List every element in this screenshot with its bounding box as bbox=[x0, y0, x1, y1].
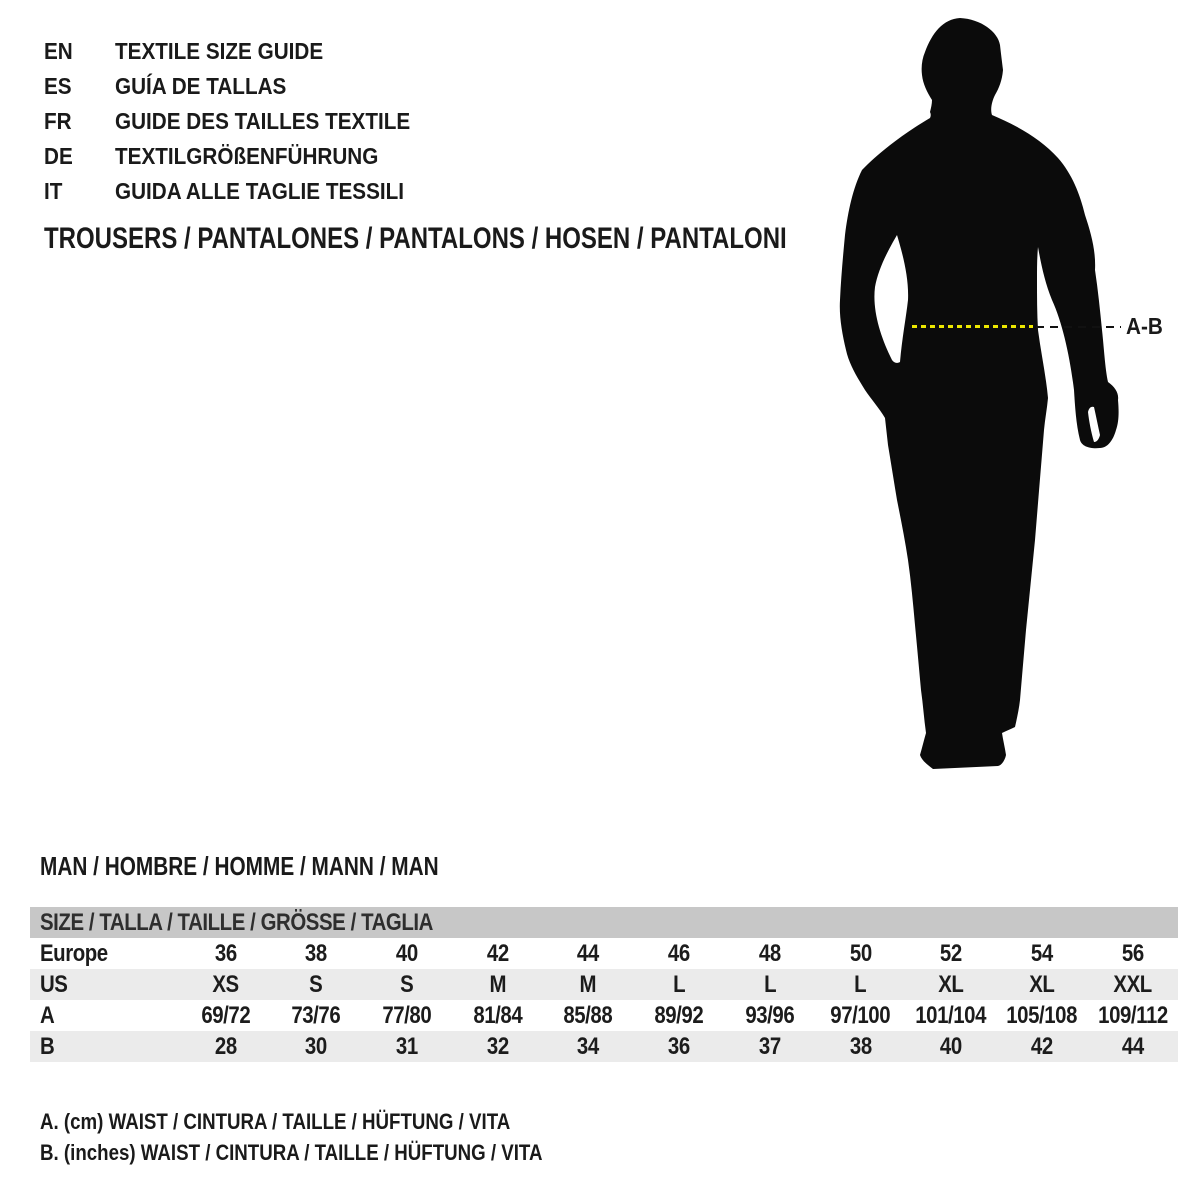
size-cell: 30 bbox=[305, 1032, 327, 1060]
size-cell: L bbox=[763, 970, 776, 998]
size-cell: 38 bbox=[849, 1032, 872, 1060]
size-cell: XXL bbox=[1113, 970, 1152, 998]
table-header-label: SIZE / TALLA / TAILLE / GRÖSSE / TAGLIA bbox=[40, 908, 433, 936]
row-label: US bbox=[40, 970, 68, 998]
lang-label: TEXTILE SIZE GUIDE bbox=[115, 38, 324, 64]
size-cell: S bbox=[309, 970, 323, 998]
table-header-row bbox=[30, 907, 1178, 938]
size-cell: 89/92 bbox=[654, 1001, 704, 1029]
lang-row-es bbox=[44, 69, 443, 104]
size-cell: 73/76 bbox=[291, 1001, 341, 1029]
row-label: B bbox=[40, 1032, 55, 1060]
size-cell: 42 bbox=[1030, 1032, 1053, 1060]
size-cell: 85/88 bbox=[563, 1001, 613, 1029]
footnote-b: B. (inches) WAIST / CINTURA / TAILLE / HÜFTUNG / VITA bbox=[40, 1140, 543, 1165]
size-cell: 37 bbox=[758, 1032, 781, 1060]
table-row-b-inches bbox=[30, 1031, 1178, 1062]
size-cell: 69/72 bbox=[200, 1001, 250, 1029]
waist-measure-line-yellow bbox=[912, 325, 1033, 328]
size-cell: XL bbox=[1029, 970, 1055, 998]
size-cell: 101/104 bbox=[915, 1001, 987, 1029]
lang-row-en bbox=[44, 34, 443, 69]
category-title: TROUSERS / PANTALONES / PANTALONS / HOSEN / PANTALONI bbox=[44, 222, 787, 255]
size-cell: XS bbox=[212, 970, 239, 998]
lang-code: IT bbox=[44, 178, 63, 204]
row-label: Europe bbox=[40, 939, 108, 967]
size-cell: 40 bbox=[395, 939, 418, 967]
waist-measure-label: A-B bbox=[1126, 313, 1163, 339]
row-label: A bbox=[40, 1001, 55, 1029]
table-row-us bbox=[30, 969, 1178, 1000]
size-cell: 34 bbox=[577, 1032, 600, 1060]
size-cell: M bbox=[489, 970, 506, 998]
figure-area bbox=[835, 8, 1175, 798]
table-row-a-cm bbox=[30, 1000, 1178, 1031]
size-cell: 93/96 bbox=[745, 1001, 795, 1029]
size-cell: 40 bbox=[940, 1032, 963, 1060]
size-cell: 50 bbox=[849, 939, 872, 967]
footnote-a: A. (cm) WAIST / CINTURA / TAILLE / HÜFTUNG / VITA bbox=[40, 1109, 511, 1134]
size-cell: 42 bbox=[486, 939, 509, 967]
lang-row-it bbox=[44, 174, 443, 209]
table-row-europe bbox=[30, 938, 1178, 969]
lang-code: ES bbox=[44, 73, 72, 99]
size-cell: 52 bbox=[940, 939, 963, 967]
lang-code: FR bbox=[44, 108, 72, 134]
lang-code: DE bbox=[44, 143, 73, 169]
size-cell: M bbox=[579, 970, 597, 998]
size-cell: 38 bbox=[305, 939, 327, 967]
lang-code: EN bbox=[44, 38, 73, 64]
size-cell: L bbox=[672, 970, 685, 998]
language-list bbox=[44, 34, 443, 209]
size-cell: 77/80 bbox=[382, 1001, 432, 1029]
lang-label: GUÍA DE TALLAS bbox=[115, 73, 287, 99]
size-cell: 46 bbox=[668, 939, 690, 967]
size-cell: 28 bbox=[214, 1032, 237, 1060]
size-cell: 36 bbox=[668, 1032, 690, 1060]
lang-row-de bbox=[44, 139, 443, 174]
size-cell: 105/108 bbox=[1006, 1001, 1078, 1029]
size-cell: XL bbox=[938, 970, 964, 998]
size-cell: 31 bbox=[395, 1032, 418, 1060]
size-cell: 44 bbox=[1121, 1032, 1144, 1060]
man-silhouette bbox=[835, 8, 1175, 798]
size-cell: 32 bbox=[486, 1032, 509, 1060]
section-title: MAN / HOMBRE / HOMME / MANN / MAN bbox=[40, 851, 439, 881]
lang-row-fr bbox=[44, 104, 443, 139]
size-cell: 56 bbox=[1121, 939, 1144, 967]
size-cell: 36 bbox=[214, 939, 237, 967]
lang-label: GUIDA ALLE TAGLIE TESSILI bbox=[115, 178, 405, 204]
size-cell: L bbox=[854, 970, 867, 998]
waist-measure-line-black bbox=[1036, 326, 1121, 328]
size-cell: 81/84 bbox=[473, 1001, 522, 1029]
size-table bbox=[30, 907, 1178, 1062]
lang-label: GUIDE DES TAILLES TEXTILE bbox=[115, 108, 411, 134]
size-cell: 48 bbox=[758, 939, 781, 967]
size-cell: S bbox=[400, 970, 414, 998]
size-cell: 97/100 bbox=[830, 1001, 891, 1029]
lang-label: TEXTILGRÖßENFÜHRUNG bbox=[115, 143, 379, 169]
size-cell: 54 bbox=[1030, 939, 1053, 967]
size-cell: 109/112 bbox=[1097, 1001, 1168, 1029]
footnotes bbox=[40, 1106, 631, 1168]
size-cell: 44 bbox=[577, 939, 600, 967]
